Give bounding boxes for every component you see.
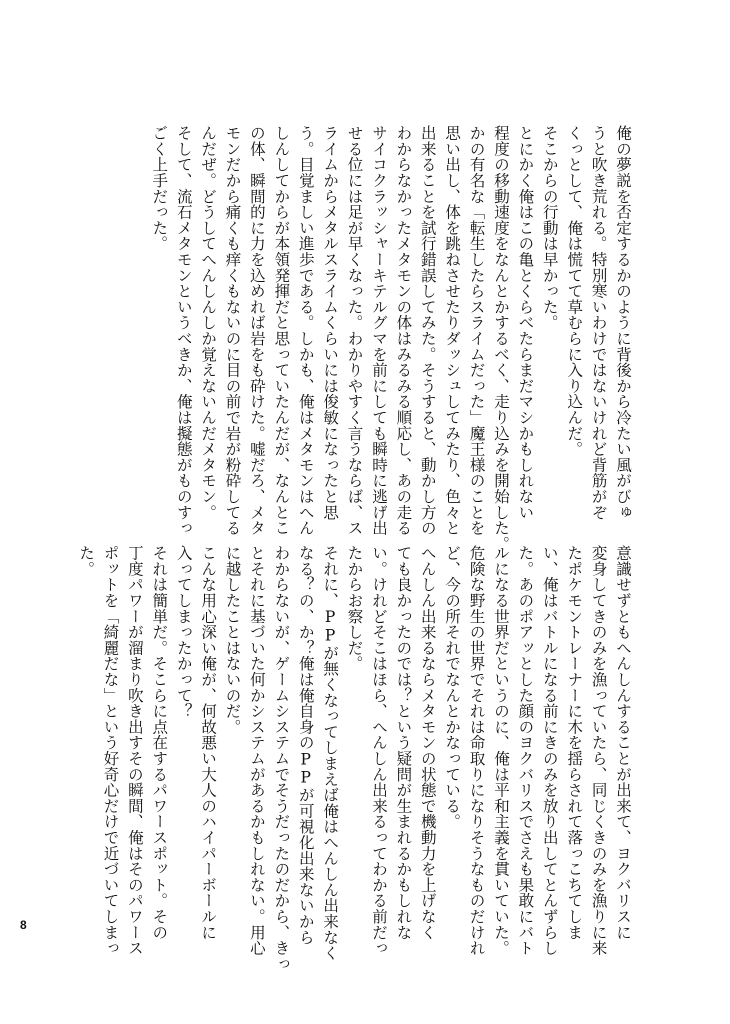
text-line: とそれに基づいた何かシステムがあるかもしれない。用心 [247, 545, 266, 956]
text-line: ルになる世界だというのに、俺は平和主義を貫いていた。 [491, 545, 510, 956]
text-line: くっとして、俺は慌てて草むらに入り込んだ。 [565, 125, 584, 457]
text-line: に越したことはないのだ。 [223, 545, 242, 735]
text-line: そして、流石メタモンというべきか、俺は擬態がものすっ [174, 125, 193, 536]
text-line: モンだから痛くも痒くもないのに目の前で岩が粉砕してる [223, 125, 242, 536]
text-line: 丁度パワーが溜まり吹き出すその瞬間、俺はそのパワース [125, 545, 144, 956]
text-line: せる位には足が早くなった。わかりやすく言うならば、ス [345, 125, 364, 536]
bottom-text-block [77, 545, 635, 972]
text-line: 程度の移動速度をなんとかするべく、走り込みを開始した。 [491, 125, 510, 552]
text-line: それに、PPが無くなってしまえば俺はへんしん出来なく [321, 545, 340, 961]
text-line: 思い出し、体を跳ねさせたりダッシュしてみたり、色々と [443, 125, 462, 536]
text-line: かの有名な「転生したらスライムだった」魔王様のことを [467, 125, 486, 536]
text-line: とにかく俺はこの亀とくらべたらまだマシかもしれない [516, 125, 535, 520]
text-line: それは簡単だ。そこらに点在するパワースポット。その [150, 545, 169, 940]
text-line: 俺の夢説を否定するかのように背後から冷たい風がびゅ [614, 125, 632, 520]
page-number: 8 [20, 918, 27, 932]
text-line: 入ってしまったかって？ [174, 545, 193, 719]
text-line: しんしてからが本領発揮だと思っていたんだが、なんとこ [272, 125, 291, 536]
text-line: ライムからメタルスライムくらいには俊敏になったと思 [321, 125, 340, 520]
text-line: い、俺はバトルになる前にきのみを放り出してとんずらし [540, 545, 559, 956]
text-line: 意識せずともへんしんすることが出来て、ヨクバリスに [614, 545, 632, 940]
text-line: ても良かったのでは？という疑問が生まれるかもしれな [394, 545, 413, 940]
text-line: へんしん出来るならメタモンの状態で機動力を上げなく [418, 545, 437, 940]
top-text-block [125, 125, 635, 552]
text-line: たポケモントレーナーに木を揺らされて落っこちてしま [565, 545, 584, 940]
text-line: い。けれどそこはほら、へんしん出来るってわかる前だっ [369, 545, 388, 956]
text-line: なる？の、か？俺は俺自身のPPが可視化出来ないから [296, 545, 315, 945]
text-line: た。あのポアッとした顔のヨクバリスでさえも果敢にバト [516, 545, 535, 956]
text-line: うと吹き荒れる。特別寒いわけではないけれど背筋がぞ [589, 125, 608, 520]
text-line: わからないが、ゲームシステムでそうだったのだから、きっ [272, 545, 291, 972]
text-line: 危険な野生の世界でそれは命取りになりそうなものだけれ [467, 545, 486, 956]
text-line: 出来ることを試行錯誤してみた。そうすると、動かし方の [418, 125, 437, 536]
text-line: そこからの行動は早かった。 [540, 125, 559, 331]
text-line: た。 [77, 545, 96, 577]
text-line: 変身してきのみを漁っていたら、同じくきのみを漁りに来 [589, 545, 608, 956]
text-line: わからなかったメタモンの体はみるみる順応し、あの走る [394, 125, 413, 536]
text-line: んだぜ。どうしてへんしんしか覚えないんだメタモン。 [199, 125, 218, 520]
text-line: こんな用心深い俺が、何故悪い大人のハイパーボールに [199, 545, 218, 940]
text-line: サイコクラッシャーキテルグマを前にしても瞬時に逃げ出 [369, 125, 388, 536]
text-line: の体、瞬間的に力を込めれば岩をも砕けた。嘘だろ、メタ [247, 125, 266, 536]
text-line: ポットを「綺麗だな」という好奇心だけで近づいてしまっ [101, 545, 120, 956]
text-line: ど、今の所それでなんとかなっている。 [443, 545, 462, 830]
text-line: う。目覚ましい進歩である。しかも、俺はメタモンはへん [296, 125, 315, 536]
text-line: ごく上手だった。 [150, 125, 169, 252]
text-line: たからお察しだ。 [345, 545, 364, 672]
